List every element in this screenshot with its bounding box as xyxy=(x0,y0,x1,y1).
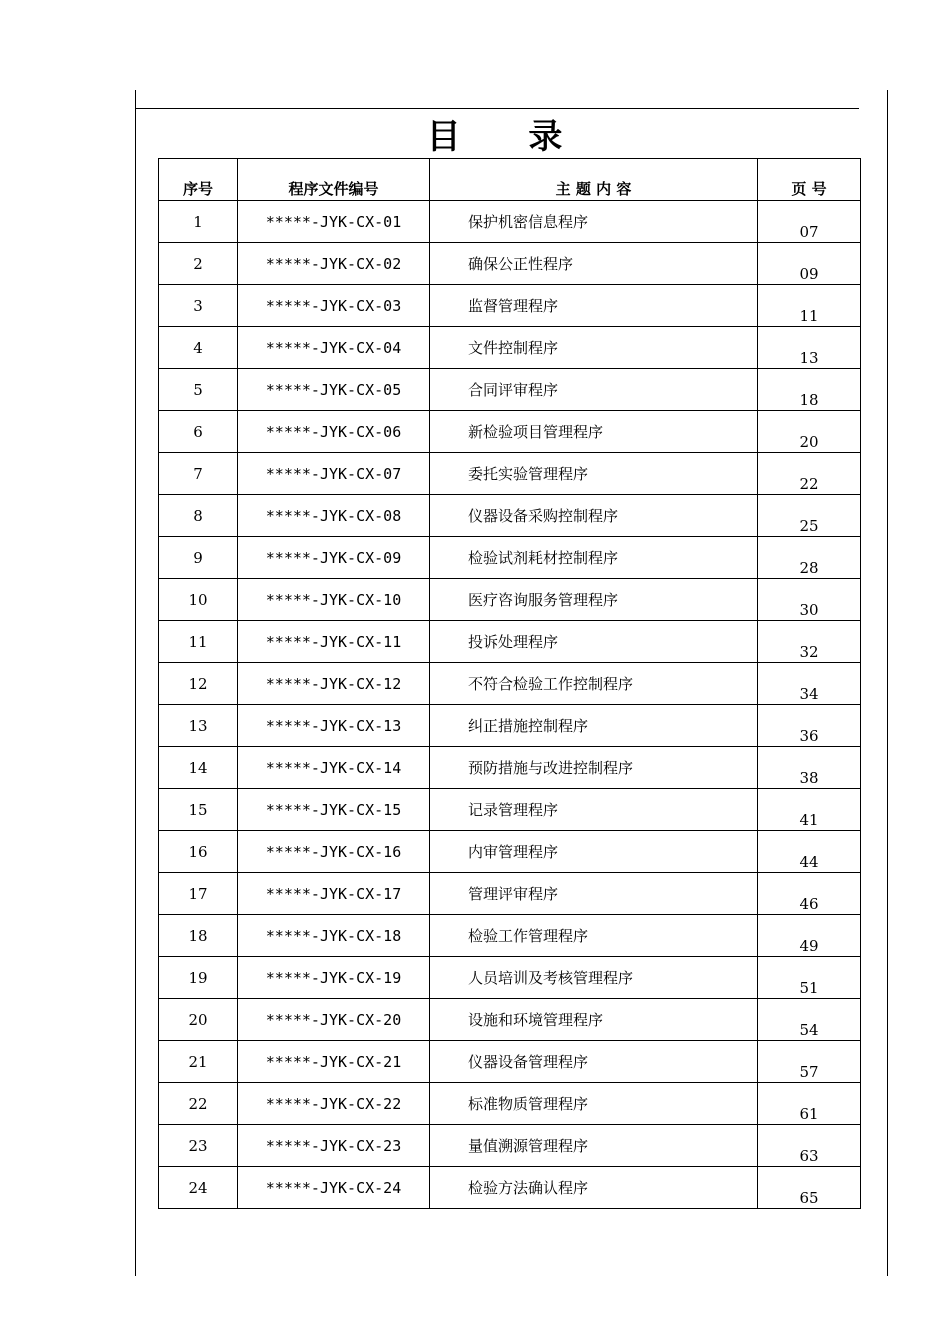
row-number: 20 xyxy=(159,999,238,1041)
row-number: 21 xyxy=(159,1041,238,1083)
row-number: 24 xyxy=(159,1167,238,1209)
row-page: 38 xyxy=(758,747,861,789)
row-code: *****-JYK-CX-14 xyxy=(238,747,430,789)
row-page: 49 xyxy=(758,915,861,957)
top-rule xyxy=(135,108,859,109)
row-page: 30 xyxy=(758,579,861,621)
row-code: *****-JYK-CX-22 xyxy=(238,1083,430,1125)
row-number: 16 xyxy=(159,831,238,873)
row-code: *****-JYK-CX-19 xyxy=(238,957,430,999)
row-code: *****-JYK-CX-02 xyxy=(238,243,430,285)
row-number: 2 xyxy=(159,243,238,285)
row-page: 61 xyxy=(758,1083,861,1125)
row-page: 51 xyxy=(758,957,861,999)
table-row xyxy=(159,411,861,453)
row-code: *****-JYK-CX-24 xyxy=(238,1167,430,1209)
row-page: 22 xyxy=(758,453,861,495)
row-page: 25 xyxy=(758,495,861,537)
row-subject: 记录管理程序 xyxy=(430,789,758,831)
row-subject: 人员培训及考核管理程序 xyxy=(430,957,758,999)
row-subject: 管理评审程序 xyxy=(430,873,758,915)
header-row xyxy=(159,159,861,201)
row-subject: 仪器设备采购控制程序 xyxy=(430,495,758,537)
header-subject: 主 题 内 容 xyxy=(430,159,758,201)
row-number: 10 xyxy=(159,579,238,621)
table-row xyxy=(159,285,861,327)
row-number: 7 xyxy=(159,453,238,495)
table-row xyxy=(159,1041,861,1083)
toc-table xyxy=(158,158,861,1209)
row-page: 32 xyxy=(758,621,861,663)
row-number: 18 xyxy=(159,915,238,957)
table-row xyxy=(159,1167,861,1209)
row-page: 44 xyxy=(758,831,861,873)
row-subject: 仪器设备管理程序 xyxy=(430,1041,758,1083)
left-margin-line xyxy=(135,90,136,1276)
row-subject: 量值溯源管理程序 xyxy=(430,1125,758,1167)
row-page: 13 xyxy=(758,327,861,369)
table-row xyxy=(159,201,861,243)
row-code: *****-JYK-CX-13 xyxy=(238,705,430,747)
row-number: 6 xyxy=(159,411,238,453)
table-row xyxy=(159,243,861,285)
row-page: 65 xyxy=(758,1167,861,1209)
row-subject: 新检验项目管理程序 xyxy=(430,411,758,453)
row-page: 41 xyxy=(758,789,861,831)
row-number: 14 xyxy=(159,747,238,789)
row-number: 22 xyxy=(159,1083,238,1125)
row-number: 13 xyxy=(159,705,238,747)
row-subject: 合同评审程序 xyxy=(430,369,758,411)
row-subject: 投诉处理程序 xyxy=(430,621,758,663)
row-page: 09 xyxy=(758,243,861,285)
row-number: 9 xyxy=(159,537,238,579)
row-subject: 标准物质管理程序 xyxy=(430,1083,758,1125)
row-number: 4 xyxy=(159,327,238,369)
row-page: 18 xyxy=(758,369,861,411)
row-page: 36 xyxy=(758,705,861,747)
table-row xyxy=(159,873,861,915)
row-code: *****-JYK-CX-17 xyxy=(238,873,430,915)
row-page: 07 xyxy=(758,201,861,243)
table-row xyxy=(159,747,861,789)
row-number: 17 xyxy=(159,873,238,915)
row-number: 3 xyxy=(159,285,238,327)
row-number: 15 xyxy=(159,789,238,831)
row-page: 57 xyxy=(758,1041,861,1083)
row-code: *****-JYK-CX-23 xyxy=(238,1125,430,1167)
header-code: 程序文件编号 xyxy=(238,159,430,201)
table-row xyxy=(159,705,861,747)
table-row xyxy=(159,453,861,495)
row-code: *****-JYK-CX-18 xyxy=(238,915,430,957)
row-code: *****-JYK-CX-08 xyxy=(238,495,430,537)
row-page: 11 xyxy=(758,285,861,327)
row-code: *****-JYK-CX-05 xyxy=(238,369,430,411)
row-page: 28 xyxy=(758,537,861,579)
row-number: 5 xyxy=(159,369,238,411)
table-row xyxy=(159,369,861,411)
row-number: 1 xyxy=(159,201,238,243)
row-code: *****-JYK-CX-15 xyxy=(238,789,430,831)
table-row xyxy=(159,495,861,537)
row-subject: 不符合检验工作控制程序 xyxy=(430,663,758,705)
table-row xyxy=(159,537,861,579)
row-subject: 确保公正性程序 xyxy=(430,243,758,285)
row-subject: 保护机密信息程序 xyxy=(430,201,758,243)
table-row xyxy=(159,789,861,831)
table-row xyxy=(159,1083,861,1125)
table-row xyxy=(159,1125,861,1167)
row-code: *****-JYK-CX-01 xyxy=(238,201,430,243)
row-code: *****-JYK-CX-11 xyxy=(238,621,430,663)
row-subject: 设施和环境管理程序 xyxy=(430,999,758,1041)
table-row xyxy=(159,957,861,999)
row-subject: 医疗咨询服务管理程序 xyxy=(430,579,758,621)
row-subject: 委托实验管理程序 xyxy=(430,453,758,495)
table-row xyxy=(159,915,861,957)
right-margin-line xyxy=(887,90,888,1276)
row-code: *****-JYK-CX-04 xyxy=(238,327,430,369)
row-page: 63 xyxy=(758,1125,861,1167)
table-row xyxy=(159,999,861,1041)
row-subject: 监督管理程序 xyxy=(430,285,758,327)
row-page: 54 xyxy=(758,999,861,1041)
row-code: *****-JYK-CX-09 xyxy=(238,537,430,579)
row-code: *****-JYK-CX-03 xyxy=(238,285,430,327)
row-code: *****-JYK-CX-07 xyxy=(238,453,430,495)
table-row xyxy=(159,831,861,873)
row-code: *****-JYK-CX-16 xyxy=(238,831,430,873)
table-row xyxy=(159,327,861,369)
row-number: 11 xyxy=(159,621,238,663)
toc-body xyxy=(159,201,861,1209)
row-number: 19 xyxy=(159,957,238,999)
row-subject: 检验试剂耗材控制程序 xyxy=(430,537,758,579)
row-code: *****-JYK-CX-20 xyxy=(238,999,430,1041)
row-page: 20 xyxy=(758,411,861,453)
row-code: *****-JYK-CX-06 xyxy=(238,411,430,453)
row-code: *****-JYK-CX-10 xyxy=(238,579,430,621)
row-subject: 预防措施与改进控制程序 xyxy=(430,747,758,789)
row-subject: 检验方法确认程序 xyxy=(430,1167,758,1209)
table-row xyxy=(159,621,861,663)
row-page: 46 xyxy=(758,873,861,915)
row-number: 23 xyxy=(159,1125,238,1167)
table-row xyxy=(159,579,861,621)
row-number: 12 xyxy=(159,663,238,705)
row-subject: 纠正措施控制程序 xyxy=(430,705,758,747)
row-subject: 检验工作管理程序 xyxy=(430,915,758,957)
table-row xyxy=(159,663,861,705)
header-no: 序号 xyxy=(159,159,238,201)
row-code: *****-JYK-CX-21 xyxy=(238,1041,430,1083)
row-number: 8 xyxy=(159,495,238,537)
row-subject: 内审管理程序 xyxy=(430,831,758,873)
row-page: 34 xyxy=(758,663,861,705)
row-subject: 文件控制程序 xyxy=(430,327,758,369)
row-code: *****-JYK-CX-12 xyxy=(238,663,430,705)
header-page: 页 号 xyxy=(758,159,861,201)
page-title: 目 录 xyxy=(426,117,591,157)
